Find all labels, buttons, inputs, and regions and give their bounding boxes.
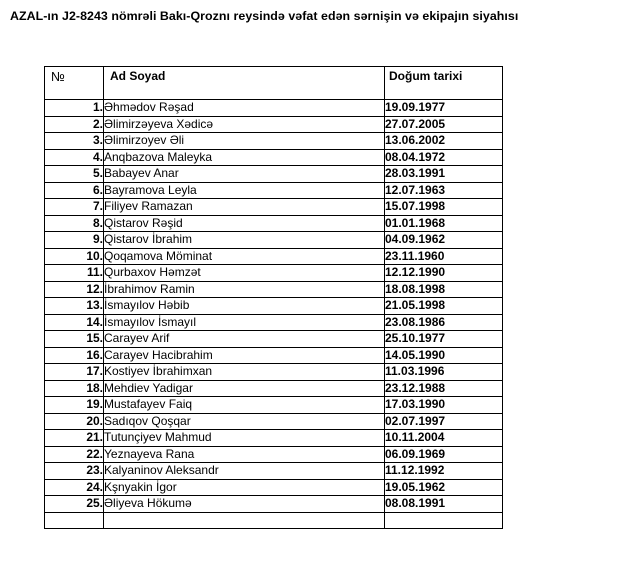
person-name: Carayev Arif — [104, 331, 385, 348]
empty-cell — [104, 512, 385, 528]
birth-date: 28.03.1991 — [385, 166, 503, 183]
row-number: 23. — [45, 463, 104, 480]
row-number: 21. — [45, 430, 104, 447]
row-number: 18. — [45, 380, 104, 397]
person-name: Mehdiev Yadigar — [104, 380, 385, 397]
table-row — [45, 413, 503, 430]
table-row — [45, 149, 503, 166]
table-row — [45, 446, 503, 463]
birth-date: 23.12.1988 — [385, 380, 503, 397]
table-row — [45, 347, 503, 364]
person-name: Əlimirzoyev Əli — [104, 133, 385, 150]
person-name: Yeznayeva Rana — [104, 446, 385, 463]
birth-date: 06.09.1969 — [385, 446, 503, 463]
table-empty-row — [45, 512, 503, 528]
birth-date: 01.01.1968 — [385, 215, 503, 232]
row-number: 22. — [45, 446, 104, 463]
row-number: 24. — [45, 479, 104, 496]
person-name: Carayev Hacibrahim — [104, 347, 385, 364]
birth-date: 11.03.1996 — [385, 364, 503, 381]
person-name: Qistarov Rəşid — [104, 215, 385, 232]
row-number: 8. — [45, 215, 104, 232]
person-name: Bayramova Leyla — [104, 182, 385, 199]
empty-cell — [385, 512, 503, 528]
row-number: 16. — [45, 347, 104, 364]
table-row — [45, 248, 503, 265]
person-name: Əliyeva Hökumə — [104, 496, 385, 513]
person-name: Qurbaxov Həmzət — [104, 265, 385, 282]
row-number: 10. — [45, 248, 104, 265]
row-number: 15. — [45, 331, 104, 348]
person-name: İbrahimov Ramin — [104, 281, 385, 298]
person-name: Qistarov İbrahim — [104, 232, 385, 249]
person-name: Kalyaninov Aleksandr — [104, 463, 385, 480]
table-row — [45, 314, 503, 331]
person-name: Kşnyakin İgor — [104, 479, 385, 496]
birth-date: 14.05.1990 — [385, 347, 503, 364]
birth-date: 23.11.1960 — [385, 248, 503, 265]
row-number: 11. — [45, 265, 104, 282]
person-name: Tutunçiyev Mahmud — [104, 430, 385, 447]
birth-date: 11.12.1992 — [385, 463, 503, 480]
table-row — [45, 232, 503, 249]
row-number: 14. — [45, 314, 104, 331]
table-row — [45, 496, 503, 513]
person-name: Kostiyev İbrahimxan — [104, 364, 385, 381]
row-number: 3. — [45, 133, 104, 150]
person-name: Babayev Anar — [104, 166, 385, 183]
birth-date: 02.07.1997 — [385, 413, 503, 430]
person-name: Əlimirzəyeva Xədicə — [104, 116, 385, 133]
table-row — [45, 397, 503, 414]
birth-date: 12.12.1990 — [385, 265, 503, 282]
birth-date: 23.08.1986 — [385, 314, 503, 331]
row-number: 17. — [45, 364, 104, 381]
birth-date: 10.11.2004 — [385, 430, 503, 447]
person-name: Filiyev Ramazan — [104, 199, 385, 216]
empty-cell — [45, 512, 104, 528]
row-number: 2. — [45, 116, 104, 133]
row-number: 1. — [45, 100, 104, 117]
table-row — [45, 199, 503, 216]
table-row — [45, 430, 503, 447]
birth-date: 12.07.1963 — [385, 182, 503, 199]
table-row — [45, 463, 503, 480]
person-name: Mustafayev Faiq — [104, 397, 385, 414]
table-row — [45, 116, 503, 133]
birth-date: 15.07.1998 — [385, 199, 503, 216]
birth-date: 18.08.1998 — [385, 281, 503, 298]
row-number: 13. — [45, 298, 104, 315]
table-body — [45, 100, 503, 529]
table-row — [45, 281, 503, 298]
person-name: İsmayılov Həbib — [104, 298, 385, 315]
row-number: 4. — [45, 149, 104, 166]
row-number: 7. — [45, 199, 104, 216]
table-row — [45, 364, 503, 381]
birth-date: 17.03.1990 — [385, 397, 503, 414]
table-header-row — [45, 67, 503, 100]
birth-date: 13.06.2002 — [385, 133, 503, 150]
birth-date: 21.05.1998 — [385, 298, 503, 315]
person-name: Əhmədov Rəşad — [104, 100, 385, 117]
birth-date: 08.04.1972 — [385, 149, 503, 166]
table-row — [45, 215, 503, 232]
header-birth-date: Doğum tarixi — [385, 67, 503, 100]
table-row — [45, 100, 503, 117]
row-number: 19. — [45, 397, 104, 414]
person-name: Qoqamova Möminat — [104, 248, 385, 265]
header-name: Ad Soyad — [104, 67, 385, 100]
table-row — [45, 331, 503, 348]
table-row — [45, 133, 503, 150]
person-name: Sadıqov Qoşqar — [104, 413, 385, 430]
person-name: İsmayılov İsmayıl — [104, 314, 385, 331]
row-number: 6. — [45, 182, 104, 199]
birth-date: 19.09.1977 — [385, 100, 503, 117]
birth-date: 19.05.1962 — [385, 479, 503, 496]
table-row — [45, 166, 503, 183]
row-number: 20. — [45, 413, 104, 430]
header-number: № — [45, 67, 104, 100]
table-row — [45, 479, 503, 496]
row-number: 25. — [45, 496, 104, 513]
table-row — [45, 265, 503, 282]
birth-date: 25.10.1977 — [385, 331, 503, 348]
row-number: 5. — [45, 166, 104, 183]
victims-table — [44, 66, 503, 529]
person-name: Anqbazova Maleyka — [104, 149, 385, 166]
table-row — [45, 380, 503, 397]
birth-date: 27.07.2005 — [385, 116, 503, 133]
row-number: 12. — [45, 281, 104, 298]
birth-date: 08.08.1991 — [385, 496, 503, 513]
document-title: AZAL-ın J2-8243 nömrəli Bakı-Qroznı reysində vəfat edən sərnişin və ekipajın siyahısı — [10, 9, 519, 23]
row-number: 9. — [45, 232, 104, 249]
table-row — [45, 182, 503, 199]
table-row — [45, 298, 503, 315]
birth-date: 04.09.1962 — [385, 232, 503, 249]
